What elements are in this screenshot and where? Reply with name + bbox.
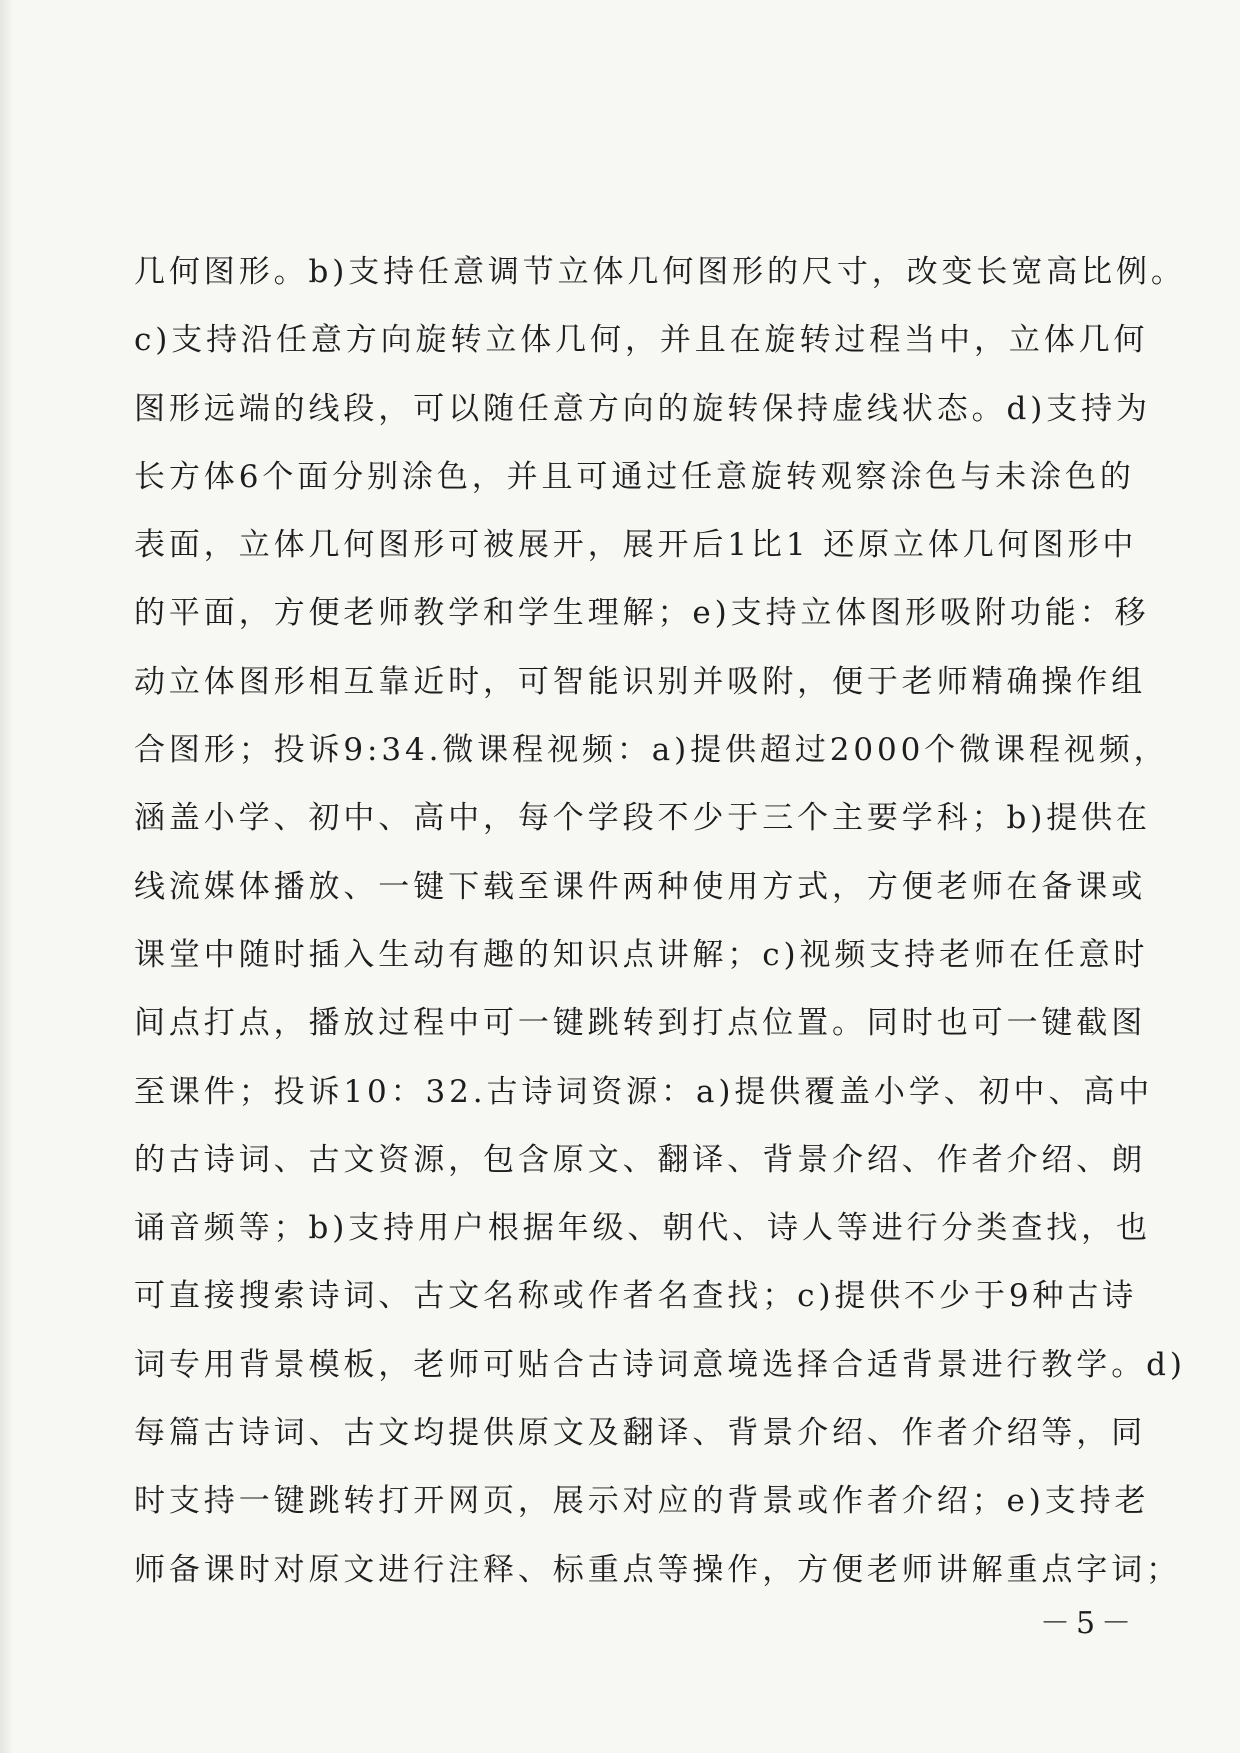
text-line-5: 表面，立体几何图形可被展开，展开后1比1 还原立体几何图形中 <box>134 527 1138 564</box>
text-line-4: 长方体6个面分别涂色，并且可通过任意旋转观察涂色与未涂色的 <box>134 458 1135 495</box>
text-line-16: 可直接搜索诗词、古文名称或作者名查找；c)提供不少于9种古诗 <box>134 1278 1138 1315</box>
text-line-3: 图形远端的线段，可以随任意方向的旋转保持虚线状态。d)支持为 <box>134 390 1151 427</box>
scan-left-edge <box>0 0 14 1753</box>
text-line-2: c)支持沿任意方向旋转立体几何，并且在旋转过程当中，立体几何 <box>134 322 1149 359</box>
text-line-1: 几何图形。b)支持任意调节立体几何图形的尺寸，改变长宽高比例。 <box>134 254 1186 290</box>
page-number: －5－ <box>1040 1606 1138 1641</box>
text-line-7: 动立体图形相互靠近时，可智能识别并吸附，便于老师精确操作组 <box>134 663 1147 700</box>
text-line-13: 至课件；投诉10：32.古诗词资源：a)提供覆盖小学、初中、高中 <box>134 1073 1154 1110</box>
text-line-9: 涵盖小学、初中、高中，每个学段不少于三个主要学科；b)提供在 <box>134 800 1151 837</box>
text-line-10: 线流媒体播放、一键下载至课件两种使用方式，方便老师在备课或 <box>134 868 1147 905</box>
text-line-11: 课堂中随时插入生动有趣的知识点讲解；c)视频支持老师在任意时 <box>134 936 1149 973</box>
text-line-18: 每篇古诗词、古文均提供原文及翻译、背景介绍、作者介绍等，同 <box>134 1415 1147 1452</box>
text-line-17: 词专用背景模板，老师可贴合古诗词意境选择合适背景进行教学。d) <box>134 1346 1186 1383</box>
text-line-20: 师备课时对原文进行注释、标重点等操作，方便老师讲解重点字词； <box>134 1551 1181 1588</box>
text-line-8: 合图形；投诉9:34.微课程视频：a)提供超过2000个微课程视频， <box>134 732 1169 769</box>
text-line-6: 的平面，方便老师教学和学生理解；e)支持立体图形吸附功能：移 <box>134 595 1150 632</box>
text-line-14: 的古诗词、古文资源，包含原文、翻译、背景介绍、作者介绍、朗 <box>134 1141 1147 1178</box>
text-line-12: 间点打点，播放过程中可一键跳转到打点位置。同时也可一键截图 <box>134 1005 1147 1042</box>
body-text <box>134 238 1186 1604</box>
text-line-15: 诵音频等；b)支持用户根据年级、朝代、诗人等进行分类查找，也 <box>134 1210 1151 1247</box>
text-line-19: 时支持一键跳转打开网页，展示对应的背景或作者介绍；e)支持老 <box>134 1483 1150 1520</box>
